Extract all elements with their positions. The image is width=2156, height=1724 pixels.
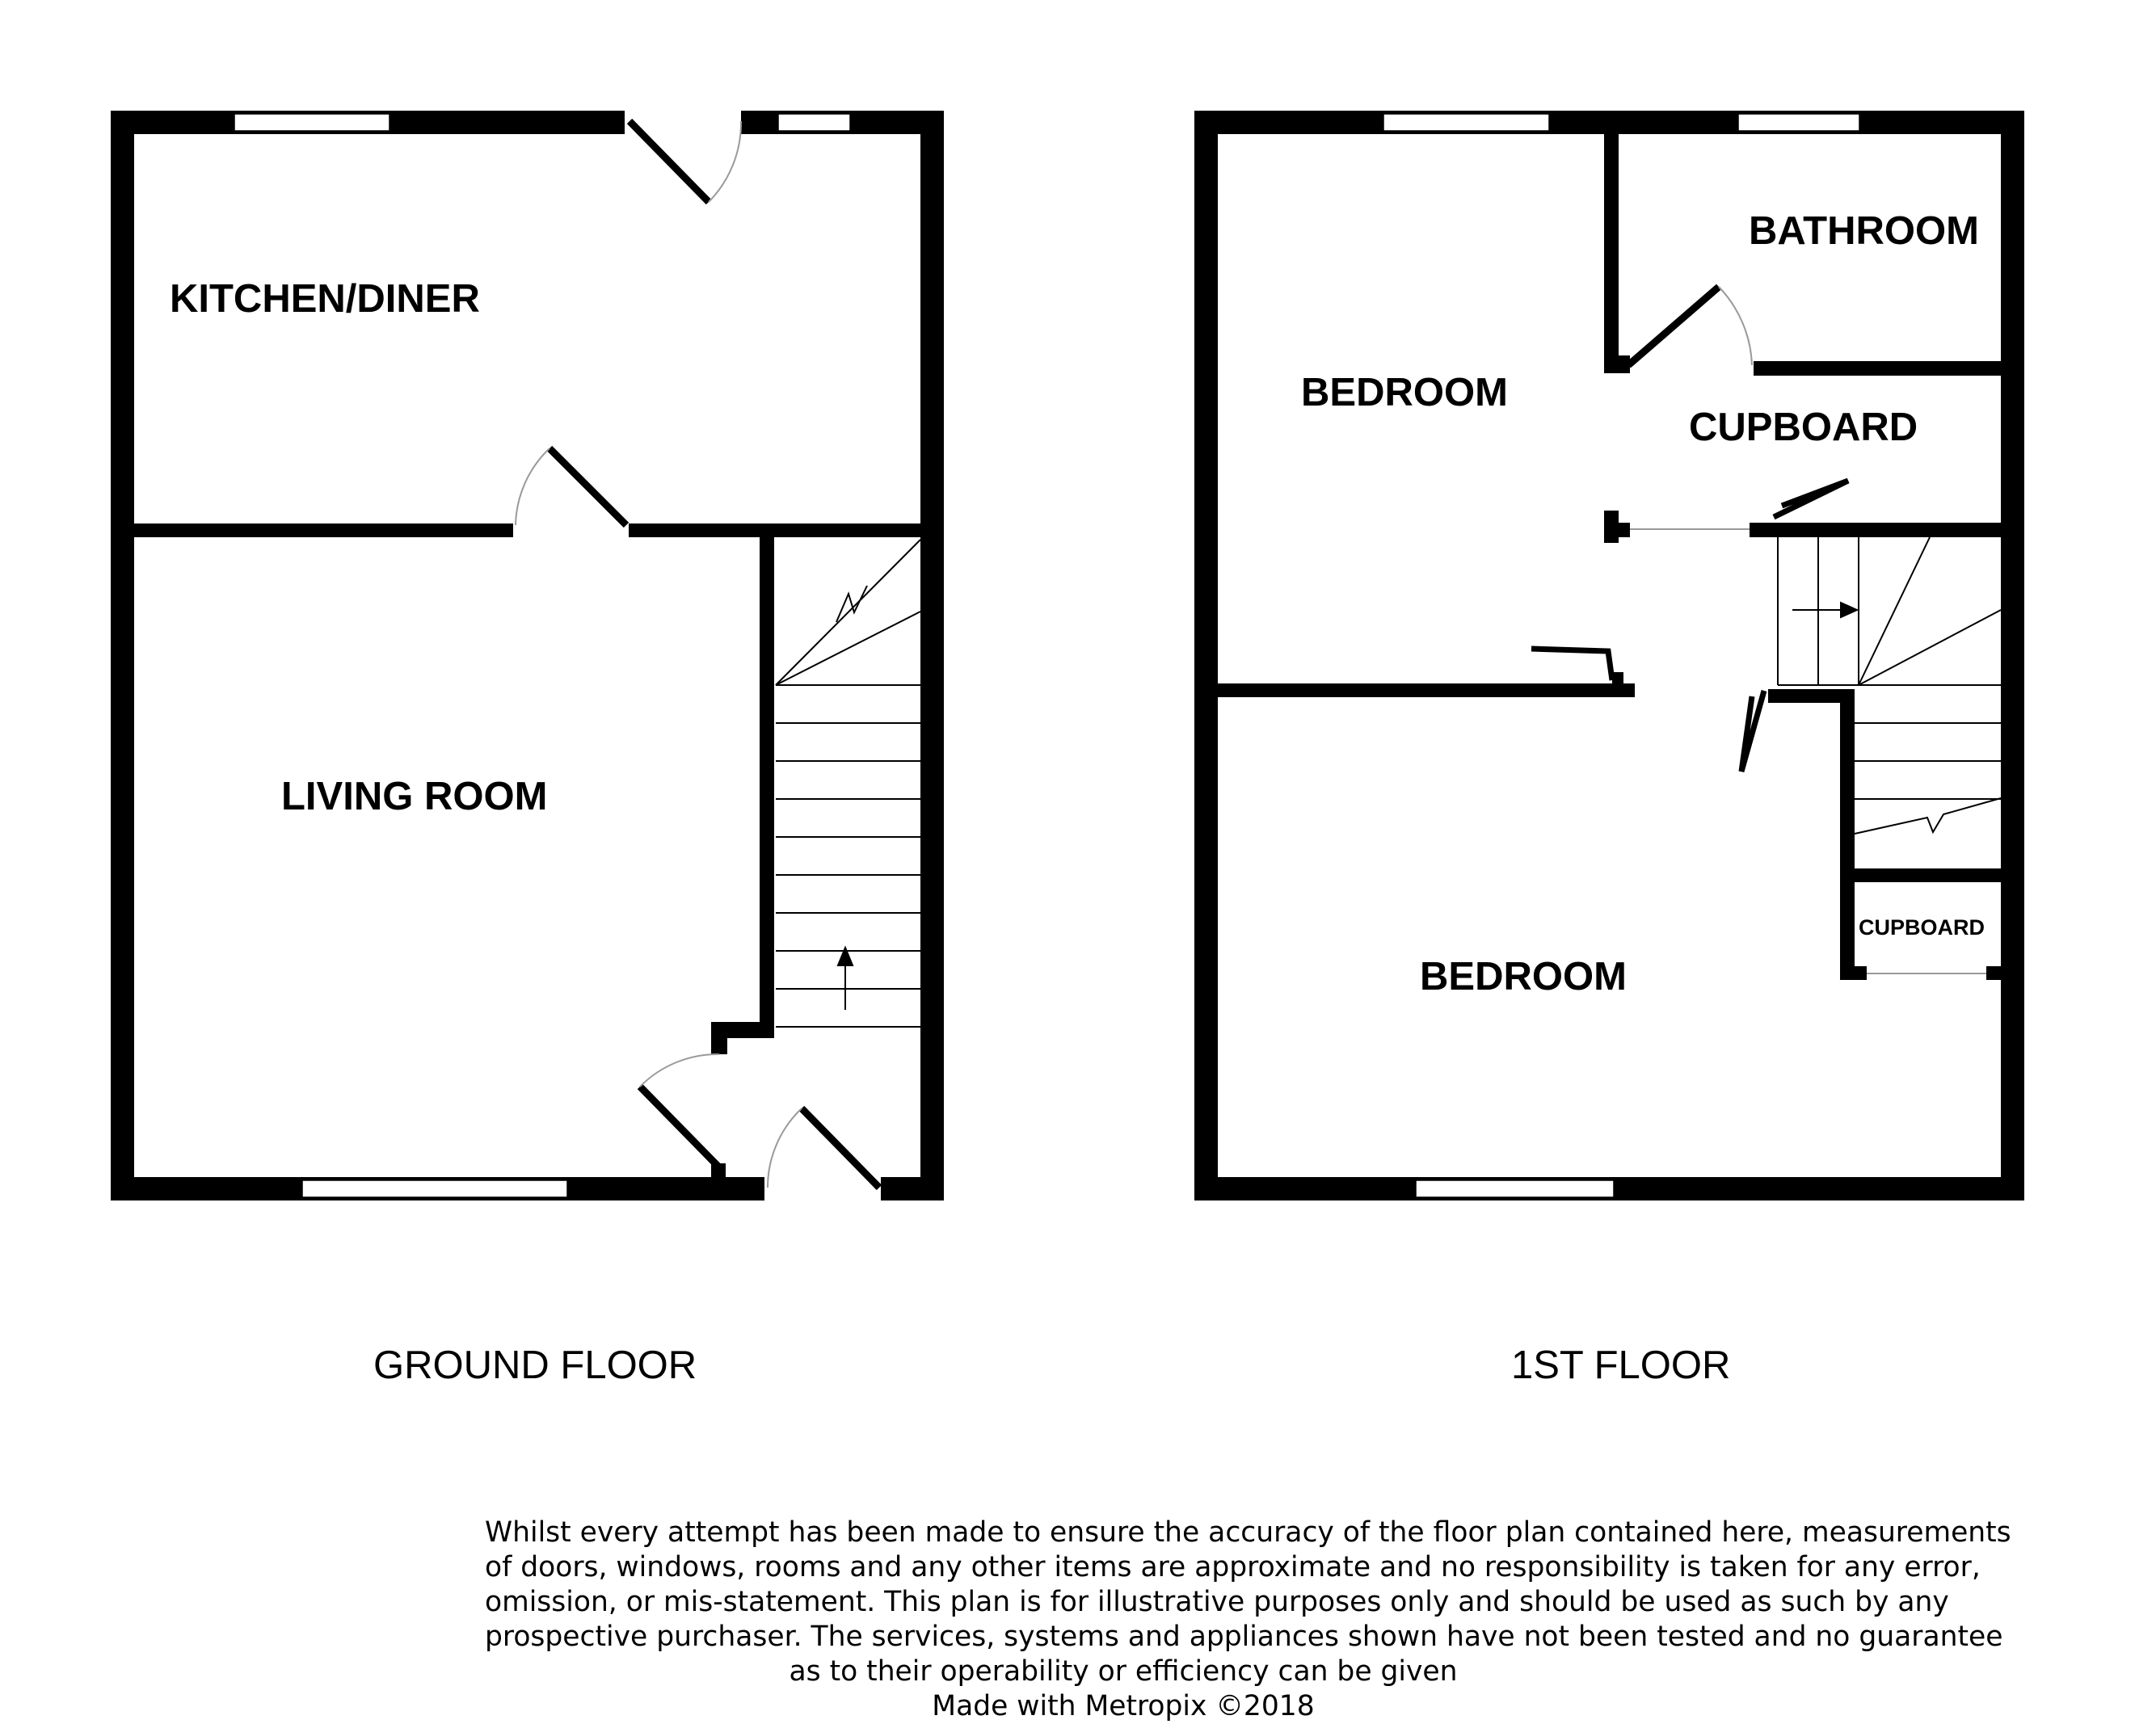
- room-label-kitchen-diner: KITCHEN/DINER: [170, 277, 480, 321]
- disclaimer-credit: Made with Metropix ©2018: [932, 1690, 1315, 1722]
- room-label-bedroom-front: BEDROOM: [1420, 955, 1627, 999]
- room-label-bedroom-rear: BEDROOM: [1301, 371, 1508, 414]
- disclaimer-line: omission, or mis-statement. This plan is for illustrative purposes only and should be used as such by any: [485, 1586, 1949, 1618]
- first-floor-plan: [1194, 111, 2024, 1200]
- disclaimer-line: Whilst every attempt has been made to ensure the accuracy of the floor plan contained here, measurements: [485, 1516, 2011, 1549]
- disclaimer-line: of doors, windows, rooms and any other items are approximate and no responsibility is taken for any error,: [485, 1551, 1981, 1583]
- ground-floor-walls: [111, 111, 944, 1200]
- first-floor-stairs: [1778, 537, 2001, 834]
- ground-floor-caption: GROUND FLOOR: [373, 1343, 697, 1387]
- room-label-cupboard-small: CUPBOARD: [1859, 915, 1985, 940]
- ground-floor-stairs: [776, 540, 920, 1027]
- first-floor-caption: 1ST FLOOR: [1511, 1343, 1731, 1387]
- room-label-bathroom: BATHROOM: [1749, 209, 1979, 253]
- disclaimer-line: as to their operability or efficiency can be given: [789, 1655, 1458, 1688]
- room-label-living-room: LIVING ROOM: [281, 775, 548, 818]
- first-floor-windows: [1383, 114, 1859, 1197]
- disclaimer-line: prospective purchaser. The services, systems and appliances shown have not been tested and no guarantee: [485, 1621, 2003, 1653]
- ground-floor-plan: [111, 111, 944, 1200]
- room-label-cupboard-large: CUPBOARD: [1689, 406, 1918, 449]
- disclaimer-text: [485, 1516, 2011, 1724]
